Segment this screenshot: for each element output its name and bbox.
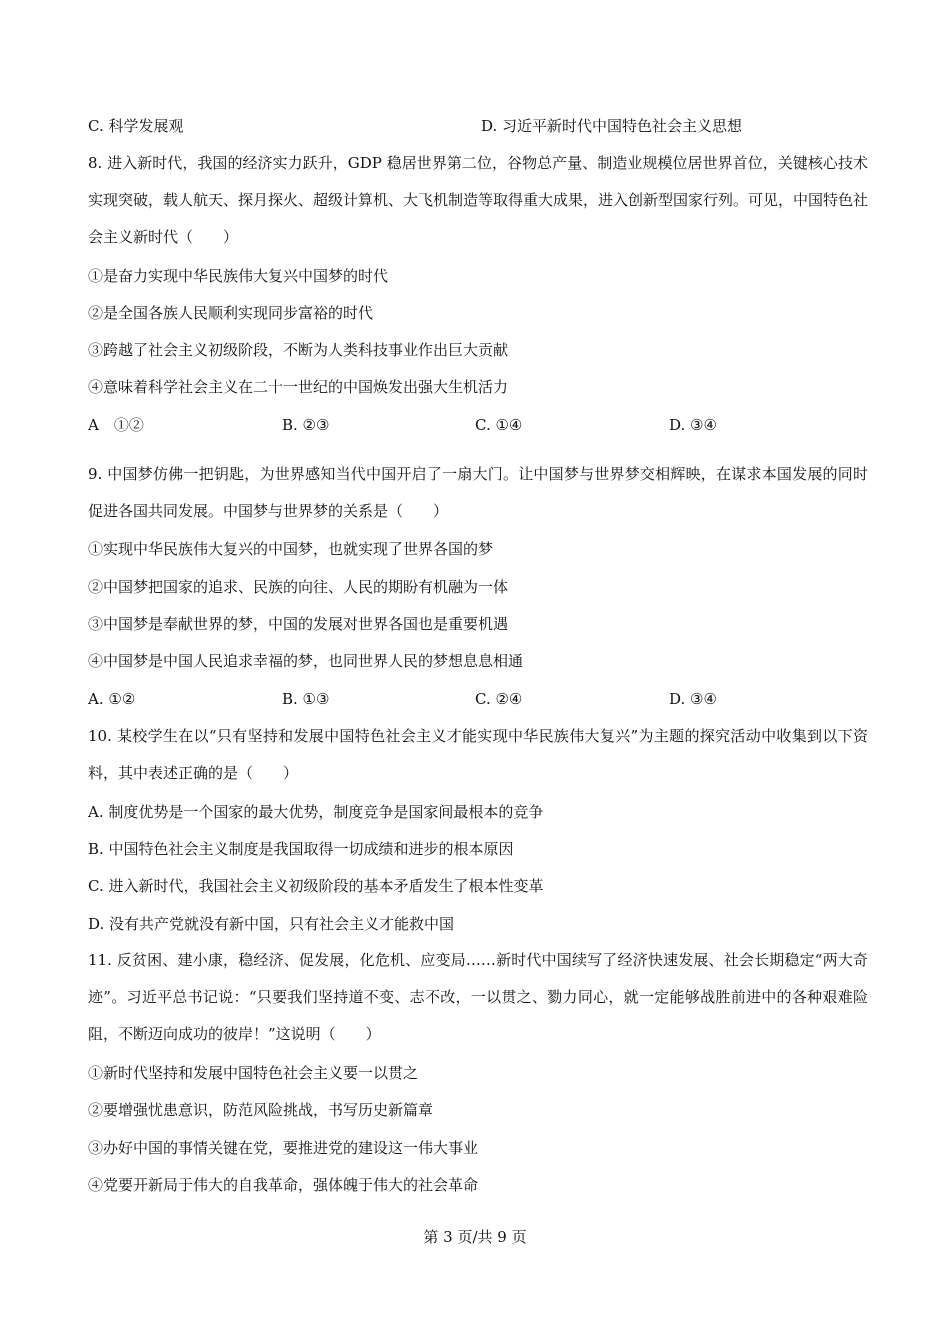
q11-item-2: ②要增强忧患意识，防范风险挑战，书写历史新篇章 — [88, 1101, 434, 1119]
q8-stem: 8. 进入新时代，我国的经济实力跃升，GDP 稳居世界第二位，谷物总产量、制造业规模位居世界首位，关键核心技术实现突破，载人航天、探月探火、超级计算机、大飞机制造等取得重大成果，进入创新型国家行列。可见，中国特色社会主义新时代（ ） — [88, 154, 869, 246]
page-number: 第 3 页/共 9 页 — [423, 1228, 527, 1246]
q8-option-c: C. ①④ — [475, 416, 523, 434]
q8-item-3: ③跨越了社会主义初级阶段，不断为人类科技事业作出巨大贡献 — [88, 341, 509, 359]
q11-item-4: ④党要开新局于伟大的自我革命，强体魄于伟大的社会革命 — [88, 1176, 479, 1194]
q11-item-1: ①新时代坚持和发展中国特色社会主义要一以贯之 — [88, 1064, 419, 1082]
q9-option-c: C. ②④ — [475, 690, 523, 708]
q10-choice-c: C. 进入新时代，我国社会主义初级阶段的基本矛盾发生了根本性变革 — [88, 877, 544, 895]
q9-item-4: ④中国梦是中国人民追求幸福的梦，也同世界人民的梦想息息相通 — [88, 652, 524, 670]
q8-option-d: D. ③④ — [669, 416, 717, 434]
q10-choice-d: D. 没有共产党就没有新中国，只有社会主义才能救中国 — [88, 915, 455, 933]
q8-item-1: ①是奋力实现中华民族伟大复兴中国梦的时代 — [88, 267, 389, 285]
q10-stem: 10. 某校学生在以“只有坚持和发展中国特色社会主义才能实现中华民族伟大复兴”为主题的探究活动中收集到以下资料，其中表述正确的是（ ） — [88, 727, 868, 782]
q9-item-2: ②中国梦把国家的追求、民族的向往、人民的期盼有机融为一体 — [88, 578, 509, 596]
q9-option-b: B. ①③ — [282, 690, 330, 708]
q11-stem: 11. 反贫困、建小康，稳经济、促发展，化危机、应变局……新时代中国续写了经济快速发展、社会长期稳定“两大奇迹”。习近平总书记说：“只要我们坚持道不变、志不改，一以贯之、勠力同心，就一定能够战胜前进中的各种艰难险阻，不断迈向成功的彼岸！”这说明（ ） — [88, 951, 868, 1043]
q8-option-b: B. ②③ — [282, 416, 330, 434]
q9-option-d: D. ③④ — [669, 690, 717, 708]
q7-option-d: D. 习近平新时代中国特色社会主义思想 — [481, 117, 743, 135]
q9-item-3: ③中国梦是奉献世界的梦，中国的发展对世界各国也是重要机遇 — [88, 615, 509, 633]
q8-item-4: ④意味着科学社会主义在二十一世纪的中国焕发出强大生机活力 — [88, 378, 509, 396]
q10-choice-b: B. 中国特色社会主义制度是我国取得一切成绩和进步的根本原因 — [88, 840, 514, 858]
q9-option-a: A. ①② — [88, 690, 136, 708]
q8-option-a: A ①② — [88, 416, 144, 434]
q7-option-c: C. 科学发展观 — [88, 117, 184, 135]
q11-item-3: ③办好中国的事情关键在党，要推进党的建设这一伟大事业 — [88, 1139, 479, 1157]
q9-item-1: ①实现中华民族伟大复兴的中国梦，也就实现了世界各国的梦 — [88, 540, 494, 558]
q10-choice-a: A. 制度优势是一个国家的最大优势，制度竞争是国家间最根本的竞争 — [88, 803, 544, 821]
q9-stem: 9. 中国梦仿佛一把钥匙，为世界感知当代中国开启了一扇大门。让中国梦与世界梦交相辉映，在谋求本国发展的同时促进各国共同发展。中国梦与世界梦的关系是（ ） — [88, 465, 868, 520]
q8-item-2: ②是全国各族人民顺利实现同步富裕的时代 — [88, 304, 374, 322]
